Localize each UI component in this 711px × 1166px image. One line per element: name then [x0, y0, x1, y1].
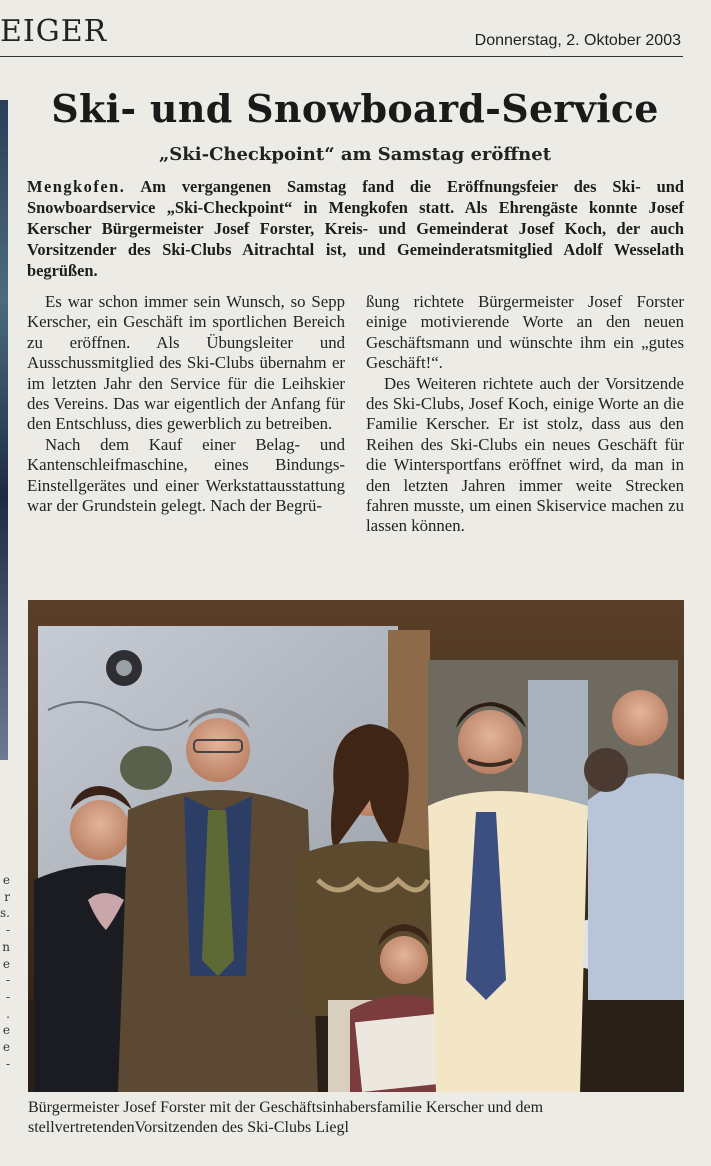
margin-fragment: e	[2, 956, 10, 971]
margin-fragment: s.	[0, 906, 10, 921]
margin-fragment: e	[2, 1040, 10, 1055]
issue-date: Donnerstag, 2. Oktober 2003	[474, 32, 681, 49]
group-photo	[28, 600, 684, 1092]
article-column-right	[366, 292, 684, 537]
margin-fragment: .	[6, 1006, 10, 1021]
lead-paragraph	[27, 176, 684, 281]
margin-fragment: -	[5, 973, 10, 988]
margin-fragment: e	[2, 873, 10, 887]
adjacent-column-fragments	[0, 872, 10, 1072]
subheadline: „Ski-Checkpoint“ am Samstag eröffnet	[158, 144, 552, 165]
margin-fragment: -	[5, 1056, 10, 1071]
paragraph: Es war schon immer sein Wunsch, so Sepp Kerscher, ein Geschäft im sportlichen Bereich zu eröffnen. Als Übungsleiter und Ausschussmitglied des Ski-Clubs übernahm er im letzten Jahr den Service für die Leihskier des Vereins. Das war eigentlich der Anfang für den Entschluss, dies gewerblich zu betreiben.	[27, 292, 345, 434]
margin-fragment: -	[5, 989, 10, 1004]
margin-fragment: n	[2, 939, 10, 954]
lead-text: Am vergangenen Samstag fand die Eröffnungsfeier des Ski- und Snowboardservice „Ski-Checkpoint“ in Mengkofen statt. Als Ehrengäste konnte Josef Kerscher Bürgermeister Josef Forster, Kreis- und Gemeinderat Josef Koch, der auch Vorsitzender des Ski-Clubs Aitrachtal ist, und Gemeinderatsmitglied Adolf Wesselath begrüßen.	[27, 177, 684, 280]
headline: Ski- und Snowboard-Service	[51, 86, 659, 131]
adjacent-article-image-edge	[0, 100, 8, 760]
paragraph: Nach dem Kauf einer Belag- und Kantenschleifmaschine, eines Bindungs-Einstellgerätes und einer Werkstattausstattung war der Grundstein gelegt. Nach der Begrü-	[27, 434, 345, 516]
article-column-left	[27, 292, 345, 516]
paragraph: Des Weiteren richtete auch der Vorsitzende des Ski-Clubs, Josef Koch, einige Worte an die Familie Kerscher. Er ist stolz, dass aus den Reihen des Ski-Clubs ein neues Geschäft für die Wintersportfans eröffnet wird, da man in den letzten Jahren immer weite Strecken fahren musste, um einen Skiservice machen zu lassen können.	[366, 373, 684, 536]
margin-fragment: r	[4, 889, 10, 904]
margin-fragment: -	[5, 923, 10, 938]
header-rule	[0, 56, 683, 57]
masthead: EIGER	[0, 14, 108, 49]
photo-caption: Bürgermeister Josef Forster mit der Geschäftsinhabersfamilie Kerscher und dem stellvertretendenVorsitzenden des Ski-Clubs Liegl	[28, 1099, 544, 1136]
lead-dateline: Mengkofen.	[27, 177, 126, 196]
paragraph: ßung richtete Bürgermeister Josef Forster einige motivierende Worte an den neuen Geschäftsmann und wünschte ihm ein „gutes Geschäft!“.	[366, 292, 684, 373]
margin-fragment: e	[2, 1023, 10, 1038]
